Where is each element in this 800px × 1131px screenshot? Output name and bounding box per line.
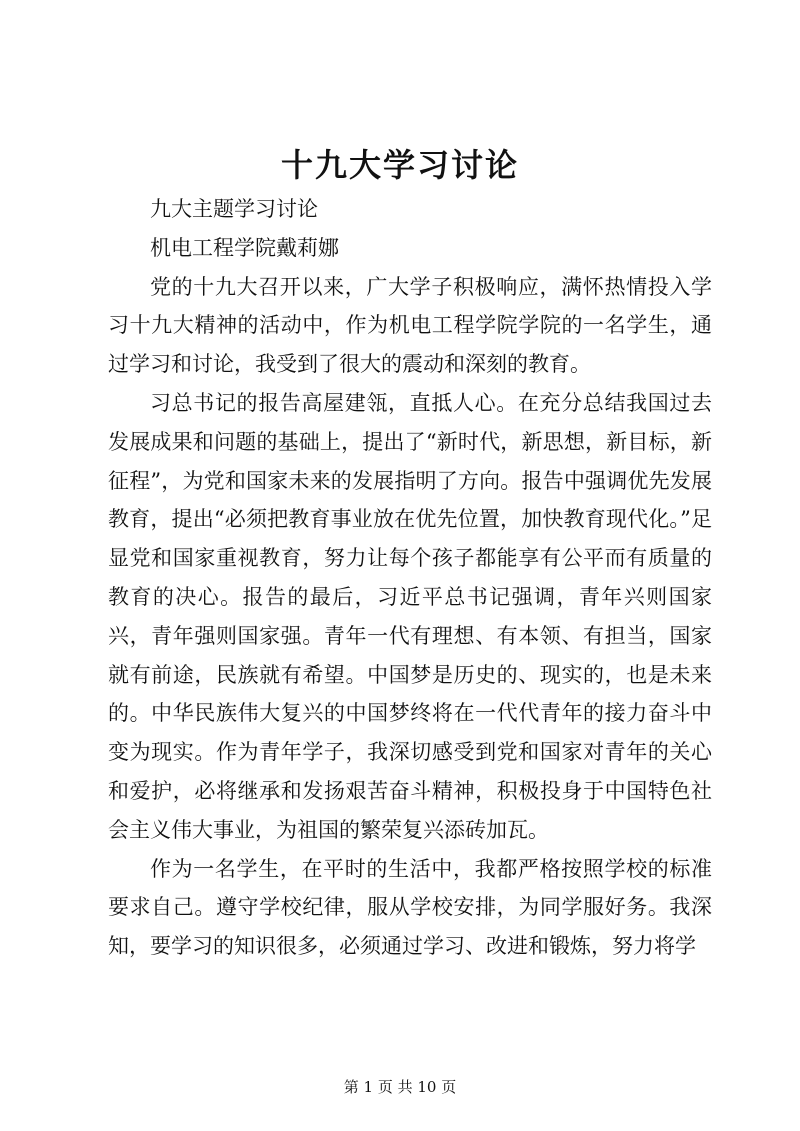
body-paragraph: 作为一名学生，在平时的生活中，我都严格按照学校的标准要求自己。遵守学校纪律，服从学校安排，为同学服好务。我深知，要学习的知识很多，必须通过学习、改进和锻炼，努力将学 (108, 856, 712, 959)
subtitle-line: 九大主题学习讨论 (150, 197, 318, 221)
page-indicator: 第 1 页 共 10 页 (343, 1078, 457, 1096)
body-paragraph: 党的十九大召开以来，广大学子积极响应，满怀热情投入学习十九大精神的活动中，作为机电工程学院学院的一名学生，通过学习和讨论，我受到了很大的震动和深刻的教育。 (108, 274, 712, 377)
body-paragraph: 习总书记的报告高屋建瓴，直抵人心。在充分总结我国过去发展成果和问题的基础上，提出了“新时代，新思想，新目标，新征程”，为党和国家未来的发展指明了方向。报告中强调优先发展教育，提出“必须把教育事业放在优先位置，加快教育现代化。”足显党和国家重视教育，努力让每个孩子都能享有公平而有质量的教育的决心。报告的最后，习近平总书记强调，青年兴则国家兴，青年强则国家强。青年一代有理想、有本领、有担当，国家就有前途，民族就有希望。中国梦是历史的、现实的，也是未来的。中华民族伟大复兴的中国梦终将在一代代青年的接力奋斗中变为现实。作为青年学子，我深切感受到党和国家对青年的关心和爱护，必将继承和发扬艰苦奋斗精神，积极投身于中国特色社会主义伟大事业，为祖国的繁荣复兴添砖加瓦。 (108, 390, 712, 842)
document-body (108, 190, 712, 966)
document-title: 十九大学习讨论 (280, 146, 519, 184)
author-line: 机电工程学院戴莉娜 (150, 235, 339, 260)
